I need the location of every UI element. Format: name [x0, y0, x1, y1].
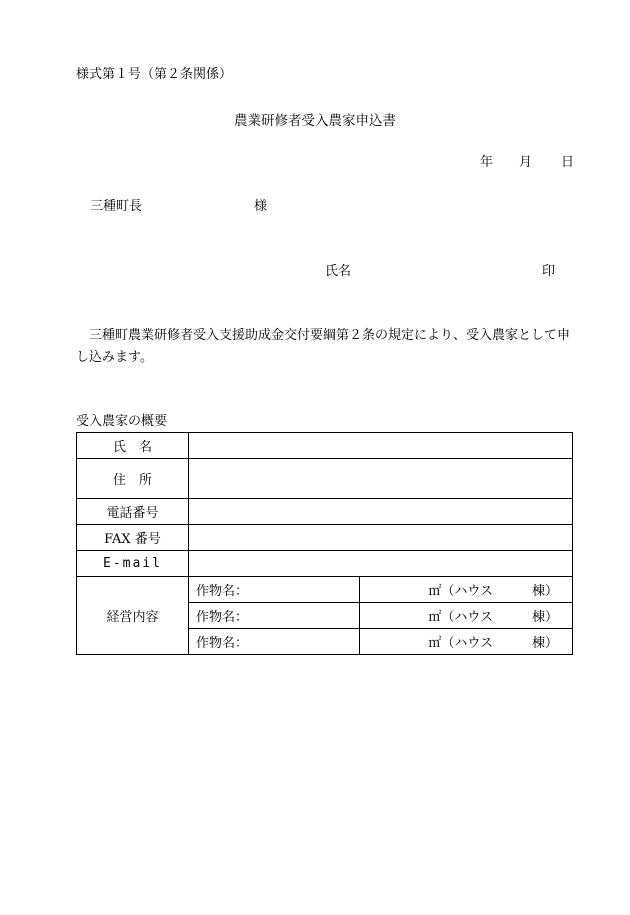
table-row-email — [77, 551, 573, 577]
crop-name-cell[interactable]: 作物名： — [189, 629, 360, 655]
form-number-label: 様式第１号（第２条関係） — [76, 67, 233, 82]
address-value-cell[interactable] — [189, 459, 573, 499]
date-day-label: 日 — [561, 155, 575, 170]
farm-overview-table — [76, 432, 573, 655]
application-statement: 三種町農業研修者受入支援助成金交付要綱第２条の規定により、受入農家として申し込みます。 — [76, 328, 571, 365]
email-value-cell[interactable] — [189, 551, 573, 577]
honorific: 様 — [254, 199, 268, 214]
crop-area-cell[interactable]: ㎡（ハウス 棟） — [360, 629, 573, 655]
name-label-cell: 氏 名 — [77, 433, 189, 459]
document-title: 農業研修者受入農家申込書 — [234, 113, 396, 129]
crop-area-cell[interactable]: ㎡（ハウス 棟） — [360, 577, 573, 603]
date-month-label: 月 — [519, 155, 533, 170]
business-label-cell: 経営内容 — [77, 577, 189, 655]
address-label-cell: 住 所 — [77, 459, 189, 499]
crop-name-cell[interactable]: 作物名： — [189, 603, 360, 629]
phone-value-cell[interactable] — [189, 499, 573, 525]
table-row-name — [77, 433, 573, 459]
email-label-cell: E-mail — [77, 551, 189, 577]
applicant-name-label: 氏名 — [325, 264, 352, 279]
date-year-label: 年 — [480, 155, 494, 170]
table-row-business-1 — [77, 577, 573, 603]
fax-value-cell[interactable] — [189, 525, 573, 551]
addressee: 三種町長 — [90, 199, 143, 214]
phone-label-cell: 電話番号 — [77, 499, 189, 525]
table-row-fax — [77, 525, 573, 551]
seal-mark: 印 — [542, 264, 556, 279]
table-row-phone — [77, 499, 573, 525]
crop-area-cell[interactable]: ㎡（ハウス 棟） — [360, 603, 573, 629]
name-value-cell[interactable] — [189, 433, 573, 459]
crop-name-cell[interactable]: 作物名： — [189, 577, 360, 603]
section-title: 受入農家の概要 — [76, 414, 168, 429]
table-row-address — [77, 459, 573, 499]
fax-label-cell: FAX 番号 — [77, 525, 189, 551]
